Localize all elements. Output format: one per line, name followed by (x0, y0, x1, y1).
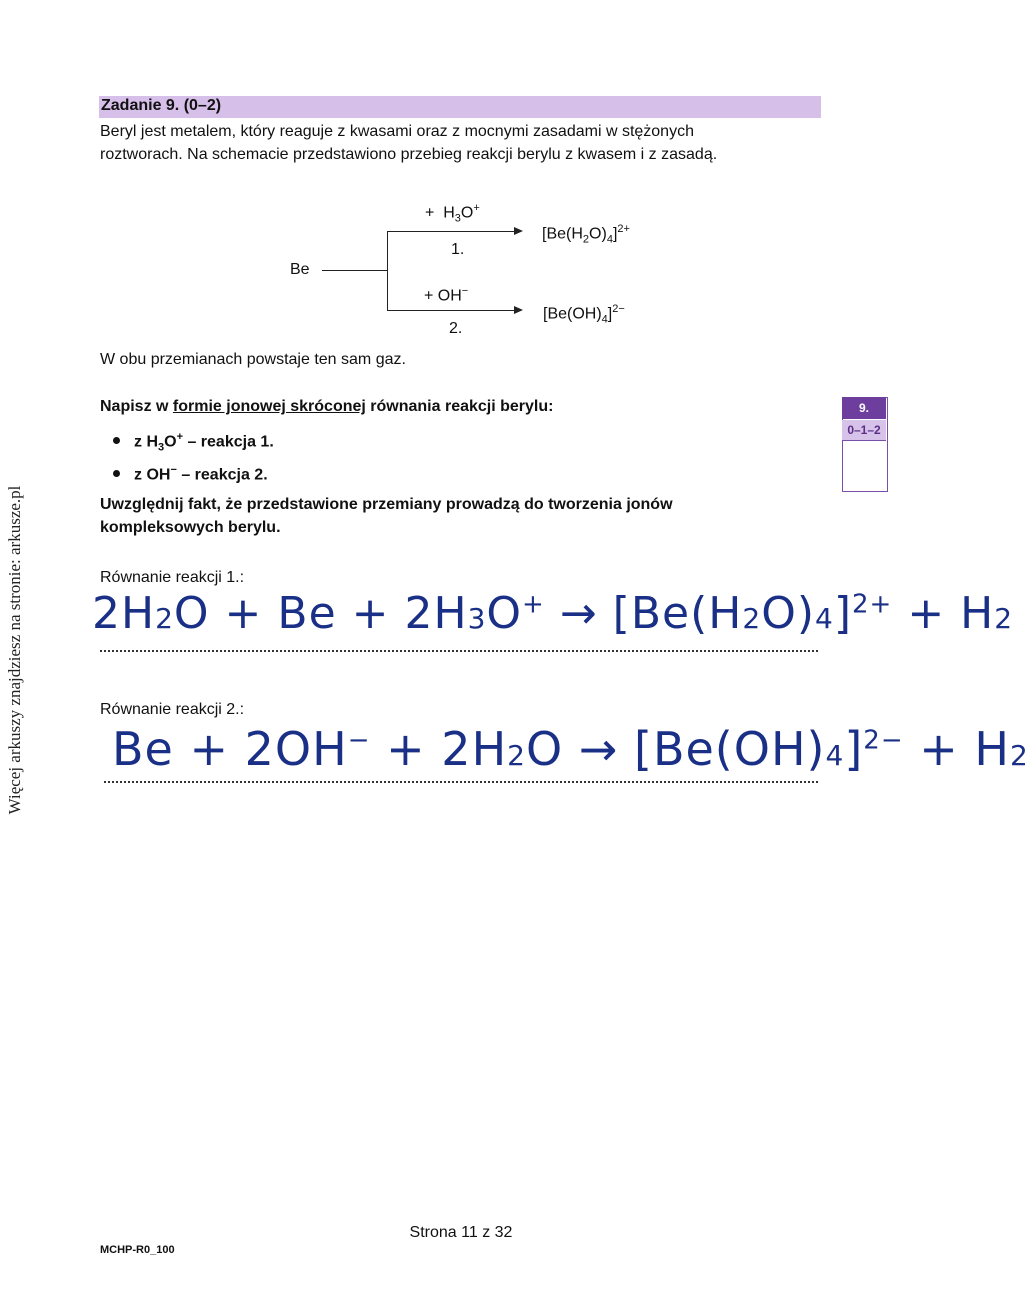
task-header (99, 96, 821, 118)
task-intro (100, 120, 820, 166)
scheme-number-1: 1. (451, 241, 465, 258)
scheme-arrow-2-head (514, 306, 523, 314)
note-line-2: kompleksowych berylu. (100, 519, 281, 536)
scheme-reagent-2: + OH− (424, 285, 469, 305)
scheme-arrow-2-line (387, 310, 515, 311)
side-watermark: Więcej arkuszy znajdziesz na stronie: arkusze.pl (5, 485, 24, 815)
bullet-reaction-1: z $H_3O^+$ – reakcja 1. (113, 431, 274, 454)
bullet-dot (113, 470, 120, 477)
scheme-product-1: $[Be(H_2O)_4]^{2+}$ (542, 223, 630, 246)
instruction-underlined: formie jonowej skróconej (172, 398, 366, 415)
answer-2-dotted-line (104, 781, 818, 783)
instruction-part1: Napisz w (100, 398, 173, 415)
scheme-vertical-line (387, 232, 388, 311)
scheme-number-2: 2. (449, 320, 463, 337)
task-title: Zadanie 9. (0–2) (101, 97, 222, 114)
bullet-dot (113, 437, 120, 444)
answer-2-handwriting: $Be + 2OH^- + 2H2O \to [Be(OH)4]^{2-} + H2$ (112, 722, 1029, 776)
scheme-reagent-1: + $H_3O^+$ (425, 202, 480, 225)
instruction-note (100, 493, 780, 539)
answer-2-label: Równanie reakcji 2.: (100, 701, 245, 718)
note-line-1: Uwzględnij fakt, że przedstawione przemiany prowadzą do tworzenia jonów (100, 496, 673, 513)
scheme-stem-line (322, 270, 387, 271)
scheme-arrow-1-line (387, 231, 515, 232)
score-range: 0–1–2 (842, 420, 886, 441)
scheme-arrow-1-head (514, 227, 523, 235)
answer-1-label: Równanie reakcji 1.: (100, 569, 245, 586)
answer-1-handwriting: $2H2O + Be + 2H3O^+ \to [Be(H2O)4]^{2+} + H2$ (92, 588, 1014, 639)
instruction-part2: równania reakcji berylu: (365, 398, 554, 415)
exam-code: MCHP-R0_100 (100, 1244, 175, 1256)
score-task-number: 9. (842, 397, 886, 419)
page-number: Strona 11 z 32 (409, 1224, 513, 1241)
intro-line-1: Beryl jest metalem, który reaguje z kwasami oraz z mocnymi zasadami w stężonych (100, 123, 694, 140)
intro-line-2: roztworach. Na schemacie przedstawiono przebieg reakcji berylu z kwasem i z zasadą. (100, 146, 718, 163)
gas-sentence: W obu przemianach powstaje ten sam gaz. (100, 351, 406, 368)
scheme-start: Be (290, 261, 310, 278)
scheme-product-2: $[Be(OH)_4]^{2-}$ (543, 303, 625, 326)
answer-1-dotted-line (100, 650, 818, 652)
bullet-reaction-2: z OH− – reakcja 2. (113, 464, 268, 484)
instruction (100, 398, 553, 416)
